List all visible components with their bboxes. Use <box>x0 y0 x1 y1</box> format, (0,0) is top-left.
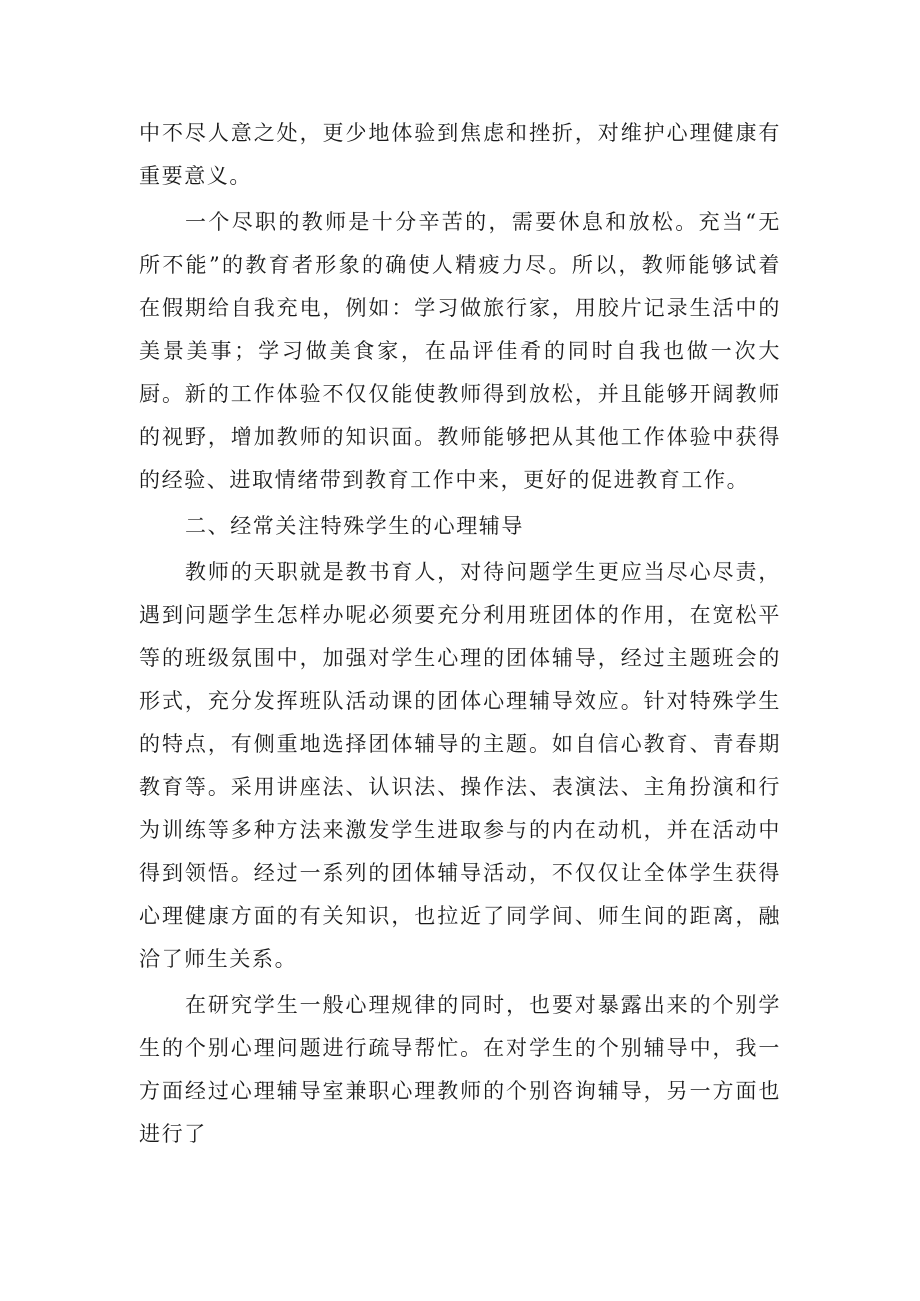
paragraph-continuation: 中不尽人意之处，更少地体验到焦虑和挫折，对维护心理健康有重要意义。 <box>139 121 781 188</box>
paragraph-teacher-rest: 一个尽职的教师是十分辛苦的，需要休息和放松。充当“无所不能”的教育者形象的确使人精疲力尽。所以，教师能够试着在假期给自我充电，例如：学习做旅行家，用胶片记录生活中的美景美事；学习做美食家，在品评佳肴的同时自我也做一次大厨。新的工作体验不仅仅能使教师得到放松，并且能够开阔教师的视野，增加教师的知识面。教师能够把从其他工作体验中获得的经验、进取情绪带到教育工作中来，更好的促进教育工作。 <box>139 210 781 492</box>
section-heading: 二、经常关注特殊学生的心理辅导 <box>185 514 524 538</box>
paragraph-individual-guidance: 在研究学生一般心理规律的同时，也要对暴露出来的个别学生的个别心理问题进行疏导帮忙。在对学生的个别辅导中，我一方面经过心理辅导室兼职心理教师的个别咨询辅导，另一方面也进行了 <box>139 993 781 1146</box>
document-body <box>139 112 781 1159</box>
paragraph-group-guidance: 教师的天职就是教书育人，对待问题学生更应当尽心尽责，遇到问题学生怎样办呢必须要充分利用班团体的作用，在宽松平等的班级氛围中，加强对学生心理的团体辅导，经过主题班会的形式，充分发挥班队活动课的团体心理辅导效应。针对特殊学生的特点，有侧重地选择团体辅导的主题。如自信心教育、青春期教育等。采用讲座法、认识法、操作法、表演法、主角扮演和行为训练等多种方法来激发学生进取参与的内在动机，并在活动中得到领悟。经过一系列的团体辅导活动，不仅仅让全体学生获得心理健康方面的有关知识，也拉近了同学间、师生间的距离，融洽了师生关系。 <box>139 560 781 971</box>
